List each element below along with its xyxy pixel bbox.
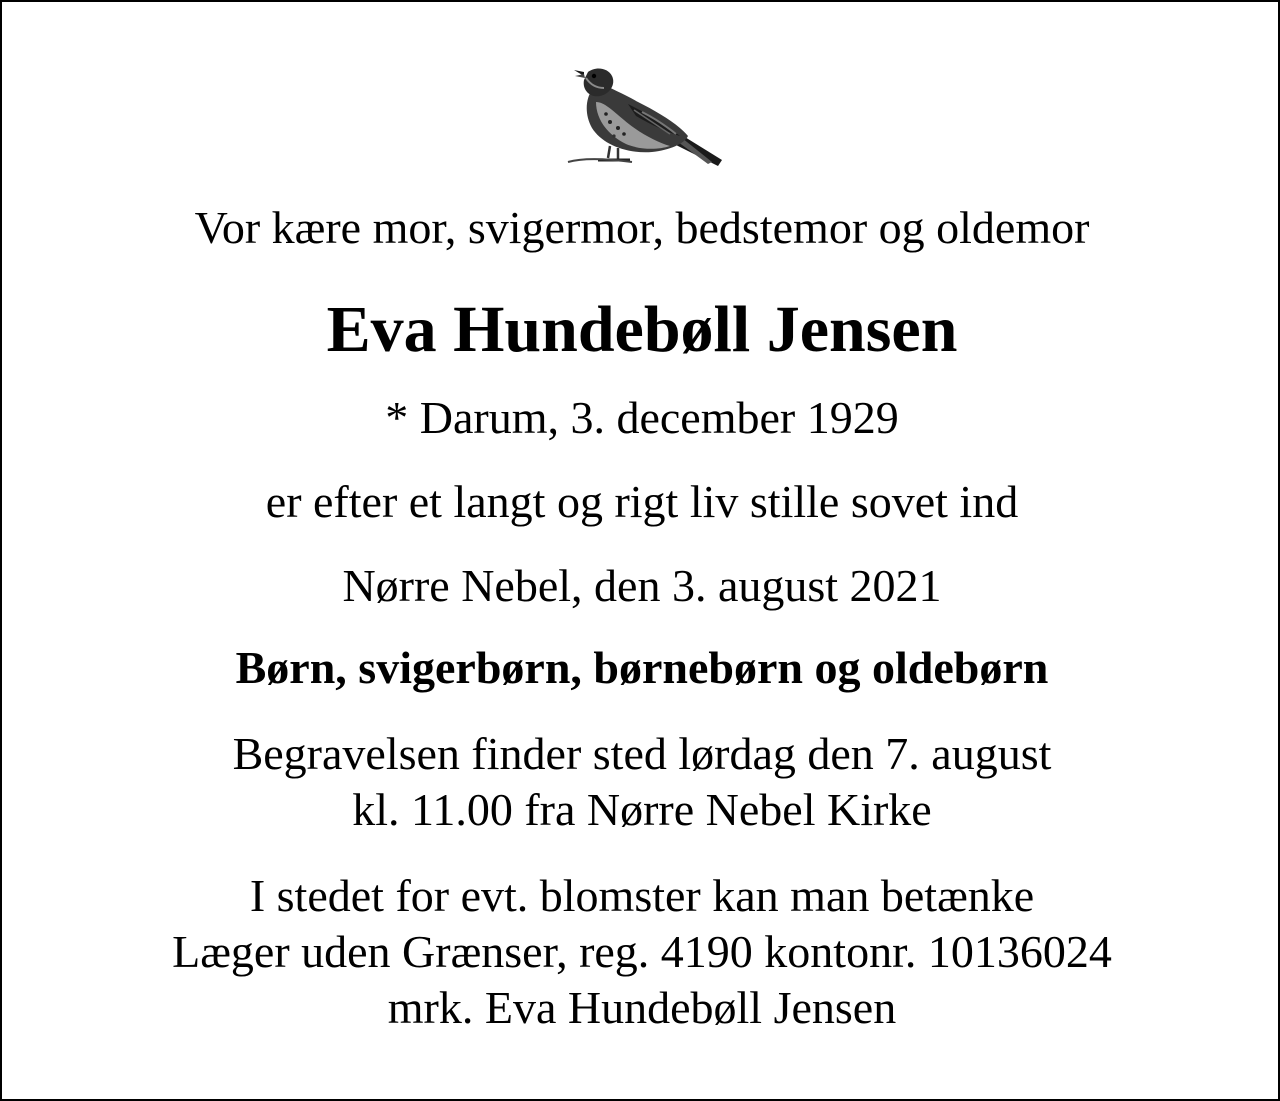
bird-head bbox=[574, 69, 613, 97]
songbird-illustration bbox=[562, 62, 727, 174]
deceased-name: Eva Hundebøll Jensen bbox=[326, 293, 958, 366]
passing-line: er efter et langt og rigt liv stille sovet ind bbox=[265, 476, 1019, 527]
donation-line: I stedet for evt. blomster kan man betænke bbox=[249, 870, 1035, 921]
birth-line: * Darum, 3. december 1929 bbox=[385, 392, 899, 443]
donation-line: mrk. Eva Hundebøll Jensen bbox=[387, 982, 897, 1033]
family-signature: Børn, svigerbørn, børnebørn og oldebørn bbox=[235, 642, 1049, 693]
donation-line: Læger uden Grænser, reg. 4190 kontonr. 10136024 bbox=[172, 926, 1112, 977]
funeral-line: Begravelsen finder sted lørdag den 7. august bbox=[232, 728, 1052, 779]
place-date-line: Nørre Nebel, den 3. august 2021 bbox=[342, 560, 942, 611]
funeral-line: kl. 11.00 fra Nørre Nebel Kirke bbox=[352, 784, 932, 835]
intro-line: Vor kære mor, svigermor, bedstemor og oldemor bbox=[194, 202, 1090, 253]
